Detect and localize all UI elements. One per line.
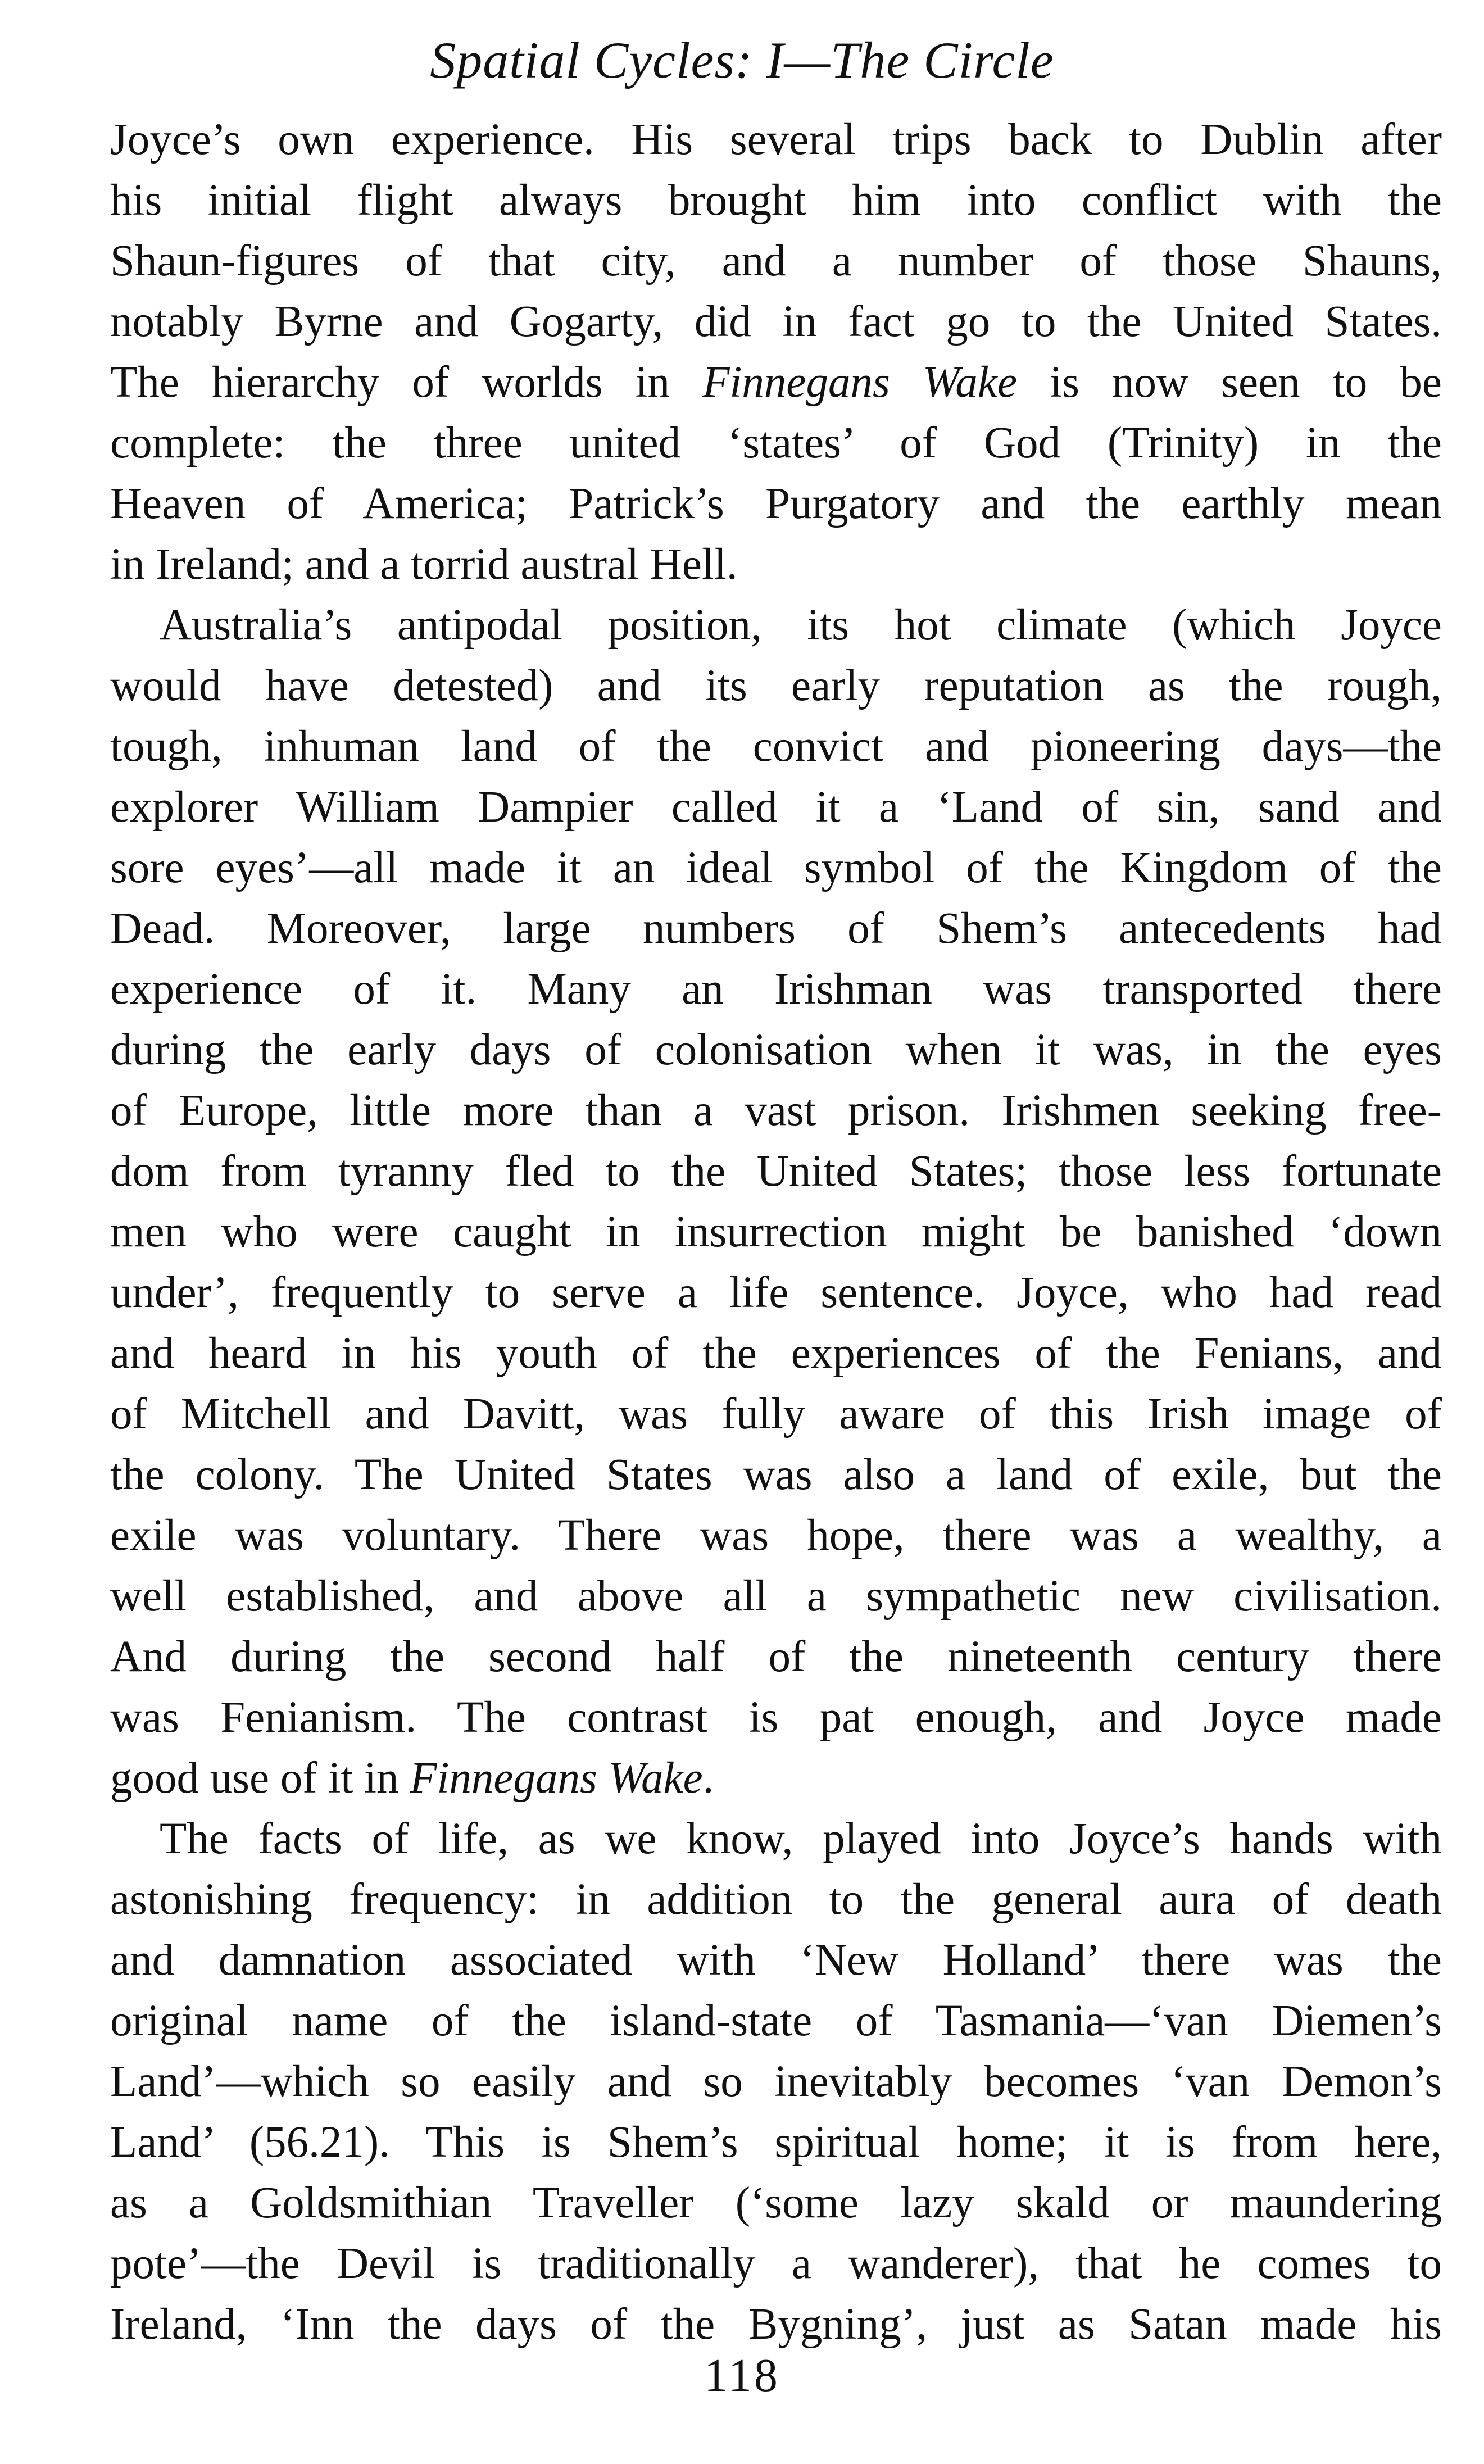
text-line: men who were caught in insurrection might be banished ‘down (110, 1208, 1442, 1256)
text-line: of Mitchell and Davitt, was fully aware of this Irish image of (110, 1390, 1442, 1439)
page-number: 118 (704, 2349, 780, 2402)
text-line: Joyce’s own experience. His several trips back to Dublin after (110, 115, 1442, 164)
text-line: tough, inhuman land of the convict and pioneering days—the (110, 722, 1442, 771)
text-line: Heaven of America; Patrick’s Purgatory and the earthly mean (110, 479, 1442, 528)
text-line: well established, and above all a sympathetic new civilisation. (110, 1572, 1442, 1621)
text-line: the colony. The United States was also a land of exile, but the (110, 1450, 1442, 1499)
text-line: in Ireland; and a torrid austral Hell. (110, 540, 738, 589)
text-line: pote’—the Devil is traditionally a wanderer), that he comes to (110, 2239, 1442, 2288)
text-line: Dead. Moreover, large numbers of Shem’s antecedents had (110, 904, 1442, 953)
text-line: during the early days of colonisation when it was, in the eyes (110, 1025, 1442, 1074)
text-line: was Fenianism. The contrast is pat enough, and Joyce made (110, 1693, 1442, 1742)
text-line: Australia’s antipodal position, its hot climate (which Joyce (160, 601, 1442, 650)
text-line: as a Goldsmithian Traveller (‘some lazy skald or maundering (110, 2179, 1442, 2227)
text-line: sore eyes’—all made it an ideal symbol of the Kingdom of the (110, 843, 1442, 892)
text-line: experience of it. Many an Irishman was transported there (110, 965, 1442, 1014)
text-line: And during the second half of the nineteenth century there (110, 1632, 1442, 1681)
text-line: original name of the island-state of Tasmania—‘van Diemen’s (110, 1996, 1442, 2045)
paragraph (110, 1809, 1442, 2355)
text-line: Ireland, ‘Inn the days of the Bygning’, just as Satan made his (110, 2300, 1442, 2349)
text-line: explorer William Dampier called it a ‘Land of sin, sand and (110, 783, 1442, 832)
text-line: complete: the three united ‘states’ of God (Trinity) in the (110, 419, 1442, 468)
text-line: notably Byrne and Gogarty, did in fact go to the United States. (110, 297, 1442, 346)
paragraph (110, 110, 1442, 595)
book-title: Finnegans Wake (702, 358, 1018, 407)
text-line: Shaun-figures of that city, and a number of those Shauns, (110, 237, 1442, 285)
running-head: Spatial Cycles: I—The Circle (430, 31, 1054, 89)
text-line: and damnation associated with ‘New Holland’ there was the (110, 1936, 1442, 1985)
text-line: Land’—which so easily and so inevitably becomes ‘van Demon’s (110, 2057, 1442, 2106)
text-line: Land’ (56.21). This is Shem’s spiritual home; it is from here, (110, 2118, 1442, 2167)
text-line: under’, frequently to serve a life sentence. Joyce, who had read (110, 1268, 1442, 1317)
text-line: his initial flight always brought him into conflict with the (110, 176, 1442, 225)
text-line: good use of it in Finnegans Wake. (110, 1754, 714, 1803)
text-line: of Europe, little more than a vast prison. Irishmen seeking free- (110, 1086, 1442, 1135)
paragraph (110, 595, 1442, 1809)
text-line: The facts of life, as we know, played into Joyce’s hands with (160, 1814, 1442, 1863)
text-line: would have detested) and its early reputation as the rough, (110, 661, 1442, 710)
book-title: Finnegans Wake (410, 1754, 703, 1803)
text-line: The hierarchy of worlds in Finnegans Wake is now seen to be (110, 358, 1442, 407)
text-line: exile was voluntary. There was hope, there was a wealthy, a (110, 1511, 1442, 1560)
text-line: and heard in his youth of the experiences of the Fenians, and (110, 1329, 1442, 1378)
text-line: astonishing frequency: in addition to the general aura of death (110, 1875, 1442, 1924)
body-text (110, 110, 1442, 2355)
text-line: dom from tyranny fled to the United States; those less fortunate (110, 1147, 1442, 1196)
